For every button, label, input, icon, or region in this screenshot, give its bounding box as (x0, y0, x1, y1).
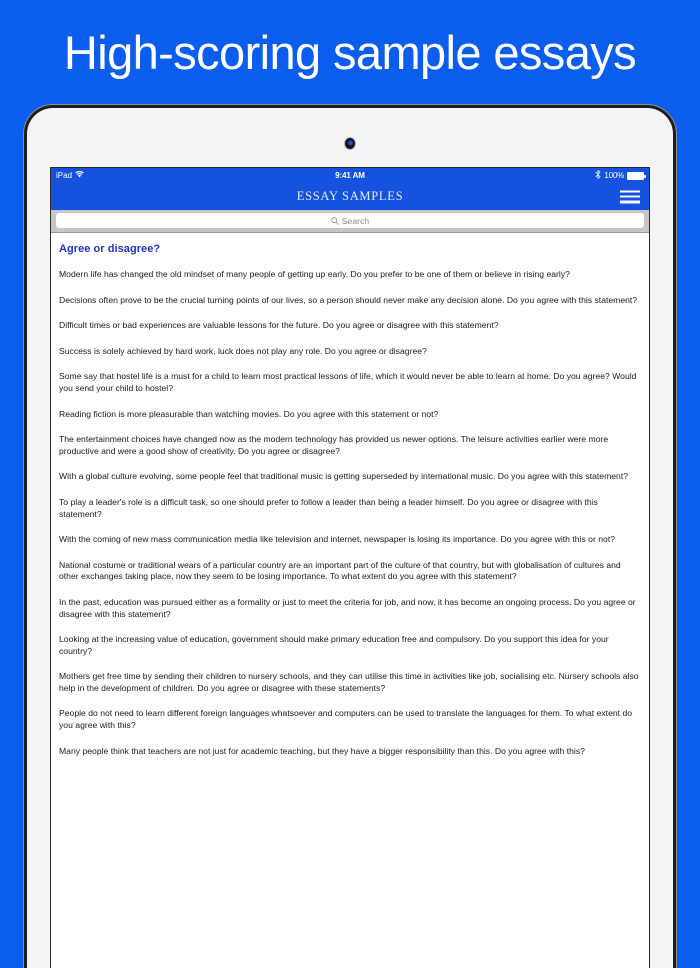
device-top-bezel (27, 108, 673, 162)
page-title: ESSAY SAMPLES (296, 189, 404, 203)
menu-bar-3 (620, 201, 640, 204)
camera-dot-icon (345, 138, 355, 149)
hamburger-menu-icon[interactable] (620, 189, 640, 204)
status-carrier-label: iPad (56, 171, 73, 180)
list-item[interactable]: Many people think that teachers are not just for academic teaching, but they have a bigger responsibility than this. Do you agree with this? (59, 745, 585, 756)
list-item[interactable]: Modern life has changed the old mindset of many people of getting up early. Do you prefer to be one of them or believe in rising early? (59, 269, 570, 279)
list-item[interactable]: Looking at the increasing value of education, government should make primary education free and compulsory. Do you support this idea for your country? (59, 634, 609, 656)
list-item[interactable]: Mothers get free time by sending their children to nursery schools, and they can utilise this time in activities like job, socialising etc. Nursery schools also help in the development of children. Do you agree or disagree with these statements? (59, 671, 639, 693)
status-bar-clock: 9:41 AM (335, 171, 365, 180)
list-item[interactable]: Difficult times or bad experiences are valuable lessons for the future. Do you agree or disagree with this statement? (59, 320, 499, 331)
list-item[interactable]: In the past, education was pursued either as a formality or just to meet the criteria for job, and now, it has become an ongoing process. Do you agree or disagree with this statement? (59, 596, 636, 619)
section-heading: Agree or disagree? (59, 243, 161, 255)
promo-headline: High-scoring sample essays (63, 25, 637, 79)
wifi-icon (75, 171, 84, 180)
battery-full-icon (627, 172, 644, 180)
menu-bar-2 (620, 195, 640, 198)
search-placeholder: Search (341, 215, 370, 226)
list-item[interactable]: The entertainment choices have changed now as the modern technology has provided us newer options. The leisure activities earlier were more productive and were a good show of creativity. Do you agree or disagree? (59, 434, 609, 456)
status-bar-right (595, 170, 644, 181)
status-bar-left (56, 171, 84, 180)
list-item[interactable]: Decisions often prove to be the crucial turning points of our lives, so a person should never make any decision alone. Do you agree with this statement? (59, 294, 638, 305)
list-item[interactable]: Reading fiction is more pleasurable than watching movies. Do you agree with this statement or not? (59, 408, 439, 419)
list-item[interactable]: To play a leader's role is a difficult task, so one should prefer to follow a leader than being a leader himself. Do you agree or disagree with this statement? (59, 496, 598, 519)
bluetooth-icon (595, 170, 601, 181)
app-nav-bar (51, 183, 649, 210)
tablet-device-mockup (27, 108, 673, 968)
battery-percent-label: 100% (604, 171, 624, 180)
ios-status-bar (51, 168, 649, 183)
list-item[interactable]: Some say that hostel life is a must for a child to learn most practical lessons of life, which it would never be able to learn at home. Do you agree? Would you send your child to hostel? (59, 371, 637, 393)
list-item[interactable]: With a global culture evolving, some people feel that traditional music is getting superseded by international music. Do you agree with this statement? (59, 471, 629, 482)
search-bar-container (51, 210, 649, 233)
search-input[interactable] (56, 213, 644, 228)
list-item[interactable]: With the coming of new mass communication media like television and internet, newspaper is losing its importance. Do you agree with this or not? (59, 534, 616, 545)
list-item[interactable]: Success is solely achieved by hard work, luck does not play any role. Do you agree or disagree? (59, 345, 427, 356)
menu-bar-1 (620, 190, 640, 193)
list-item[interactable]: National costume or traditional wears of a particular country are an important part of the culture of that country, but with globalisation of cultures and other exchanges taking place, now they seem to be losing importance. To what extent do you agree with this statement? (59, 559, 621, 582)
list-item[interactable]: People do not need to learn different foreign languages whatsoever and computers can be used to translate the languages for them. To what extent do you agree with this? (59, 708, 633, 731)
essay-list[interactable] (51, 233, 649, 968)
search-icon (331, 212, 339, 230)
device-screen (50, 167, 650, 968)
